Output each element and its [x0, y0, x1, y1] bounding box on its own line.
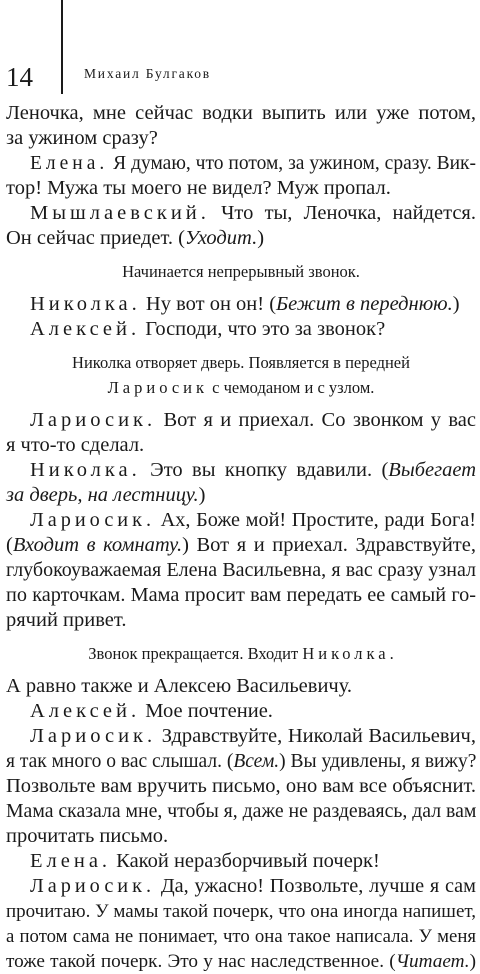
- text-line: за дверь, на лестницу.): [6, 484, 206, 506]
- speaker-name: Лариосик.: [30, 409, 157, 431]
- speaker-name: Елена.: [30, 153, 109, 174]
- stage-direction: Начинается непрерывный звонок.: [122, 262, 360, 281]
- speaker-name: Алексей.: [30, 318, 141, 340]
- speaker-name: Алексей.: [30, 700, 141, 722]
- text-line: я что-то сделал.: [6, 434, 145, 456]
- text-line: Лариосик. Ах, Боже мой! Простите, ради Бога!: [30, 509, 476, 531]
- text-line: тор! Мужа ты моего не видел? Муж пропал.: [6, 177, 391, 199]
- text-line: Елена. Какой неразборчивый почерк!: [30, 850, 380, 872]
- text-line: по карточкам. Мама просит вам передать ее самый го-: [6, 584, 476, 606]
- speaker-name: Лариосик.: [30, 725, 157, 747]
- character-name: Лариосик: [107, 378, 209, 397]
- text-line: я так много о вас слышал. (Всем.) Вы удивлены, я вижу?: [6, 751, 477, 772]
- text-line: тоже такой почерк. Это у нас наследственное. (Читает.): [6, 951, 476, 972]
- stage-direction: Звонок прекращается. Входит Николка.: [88, 644, 394, 663]
- text-line: Лариосик. Да, ужасно! Позвольте, лучше я сам: [30, 875, 476, 897]
- header-vertical-rule: [61, 0, 63, 94]
- character-name: Николка: [302, 644, 390, 663]
- text-line: Мама сказала мне, чтобы я, даже не раздеваясь, дал вам: [6, 800, 477, 822]
- text-line: Лариосик. Вот я и приехал. Со звонком у вас: [30, 409, 476, 431]
- stage-direction: Николка отворяет дверь. Появляется в передней: [72, 353, 410, 372]
- text-line: Елена. Я думаю, что потом, за ужином, сразу. Вик-: [30, 153, 476, 174]
- text-line: прочитаю. У мамы такой почерк, что она иногда напишет,: [6, 901, 476, 922]
- speaker-name: Николка.: [30, 459, 141, 481]
- page-number: 14: [6, 62, 33, 92]
- text-line: Мышлаевский. Что ты, Леночка, найдется.: [30, 202, 476, 224]
- text-line: Алексей. Господи, что это за звонок?: [30, 318, 386, 340]
- speaker-name: Николка.: [30, 293, 141, 315]
- speaker-name: Мышлаевский.: [30, 202, 210, 224]
- text-line: А равно также и Алексею Васильевичу.: [6, 675, 353, 697]
- text-line: прочитать письмо.: [6, 825, 169, 847]
- speaker-name: Лариосик.: [30, 875, 156, 897]
- text-line: глубокоуважаемая Елена Васильевна, я вас сразу узнал: [6, 559, 476, 581]
- text-line: Николка. Это вы кнопку вдавили. (Выбегает: [30, 459, 476, 481]
- text-line: (Входит в комнату.) Вот я и приехал. Здравствуйте,: [6, 534, 476, 556]
- stage-direction: Лариосик с чемоданом и с узлом.: [107, 378, 375, 397]
- text-line: за ужином сразу?: [6, 127, 158, 149]
- text-line: Позвольте вам вручить письмо, оно вам все объяснит.: [6, 775, 476, 797]
- text-line: Он сейчас приедет. (Уходит.): [6, 227, 265, 249]
- speaker-name: Лариосик.: [30, 509, 156, 531]
- text-line: Алексей. Мое почтение.: [30, 700, 273, 722]
- page-text: [6, 101, 476, 974]
- speaker-name: Елена.: [30, 850, 112, 872]
- text-line: рячий привет.: [6, 609, 127, 631]
- text-line: Николка. Ну вот он он! (Бежит в переднюю.): [30, 293, 460, 315]
- text-line: а потом сама не понимает, что она такое написала. У меня: [6, 926, 476, 947]
- text-line: Леночка, мне сейчас водки выпить или уже потом,: [6, 102, 476, 124]
- running-head: Михаил Булгаков: [84, 66, 211, 81]
- text-line: Лариосик. Здравствуйте, Николай Васильевич,: [30, 725, 476, 747]
